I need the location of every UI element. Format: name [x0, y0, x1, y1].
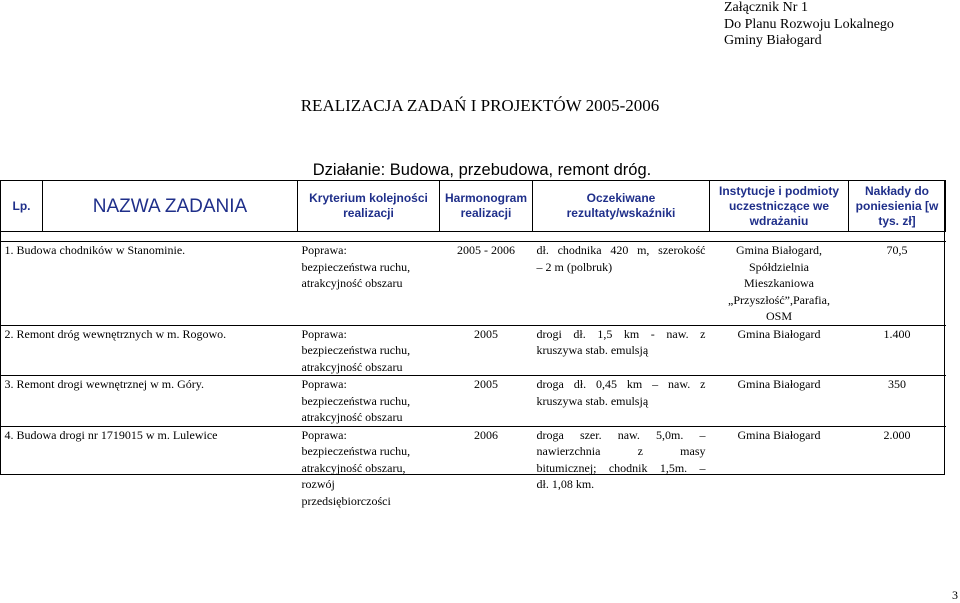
annex-header	[724, 0, 894, 50]
header-schedule: Harmonogram realizacji	[440, 181, 533, 232]
document-title: REALIZACJA ZADAŃ I PROJEKTÓW 2005-2006	[300, 96, 660, 115]
task-cost: 350	[849, 376, 946, 427]
task-results: drogi dł. 1,5 km - naw. z kruszywa stab. emulsją	[533, 325, 710, 376]
page-number: 3	[952, 588, 958, 602]
task-results: dł. chodnika 420 m, szerokość – 2 m (polbruk)	[533, 242, 710, 326]
task-schedule: 2005 - 2006	[440, 242, 533, 326]
task-cost: 2.000	[849, 426, 946, 509]
task-schedule: 2005	[440, 325, 533, 376]
task-name: 3. Remont drogi wewnętrznej w m. Góry.	[1, 376, 298, 427]
section-heading: Działanie: Budowa, przebudowa, remont dróg.	[312, 161, 652, 179]
task-institutions: Gmina Białogard	[710, 376, 849, 427]
task-criterion: Poprawa: bezpieczeństwa ruchu, atrakcyjność obszaru	[298, 242, 440, 326]
table-row	[1, 426, 946, 509]
task-institutions: Gmina Białogard	[710, 426, 849, 509]
header-task-name: NAZWA ZADANIA	[43, 181, 298, 232]
task-cost: 1.400	[849, 325, 946, 376]
task-schedule: 2006	[440, 426, 533, 509]
task-name: 2. Remont dróg wewnętrznych w m. Rogowo.	[1, 325, 298, 376]
task-criterion: Poprawa: bezpieczeństwa ruchu, atrakcyjność obszaru	[298, 325, 440, 376]
header-institutions: Instytucje i podmioty uczestniczące we wdrażaniu	[710, 181, 849, 232]
task-results: droga szer. naw. 5,0m. – nawierzchnia z masy bitumicznej; chodnik 1,5m. – dł. 1,08 km.	[533, 426, 710, 509]
task-results: droga dł. 0,45 km – naw. z kruszywa stab. emulsją	[533, 376, 710, 427]
task-criterion: Poprawa: bezpieczeństwa ruchu, atrakcyjność obszaru	[298, 376, 440, 427]
table-row	[1, 376, 946, 427]
task-criterion: Poprawa: bezpieczeństwa ruchu, atrakcyjność obszaru, rozwój przedsiębiorczości	[298, 426, 440, 509]
task-schedule: 2005	[440, 376, 533, 427]
table-row	[1, 242, 946, 326]
task-institutions: Gmina Białogard, Spółdzielnia Mieszkaniowa „Przyszłość”,Parafia, OSM	[710, 242, 849, 326]
annex-line-3: Gminy Białogard	[724, 33, 822, 48]
task-institutions: Gmina Białogard	[710, 325, 849, 376]
annex-line-2: Do Planu Rozwoju Lokalnego	[724, 16, 894, 32]
header-lp: Lp.	[1, 181, 43, 232]
task-cost: 70,5	[849, 242, 946, 326]
task-name: 4. Budowa drogi nr 1719015 w m. Lulewice	[1, 426, 298, 509]
task-name: 1. Budowa chodników w Stanominie.	[1, 242, 298, 326]
header-costs: Nakłady do poniesienia [w tys. zł]	[849, 181, 946, 232]
annex-line-1: Załącznik Nr 1	[724, 0, 808, 15]
header-results: Oczekiwane rezultaty/wskaźniki	[533, 181, 710, 232]
tasks-table	[0, 180, 946, 509]
header-criterion: Kryterium kolejności realizacji	[298, 181, 440, 232]
table-row	[1, 325, 946, 376]
table-header-row	[1, 181, 946, 232]
